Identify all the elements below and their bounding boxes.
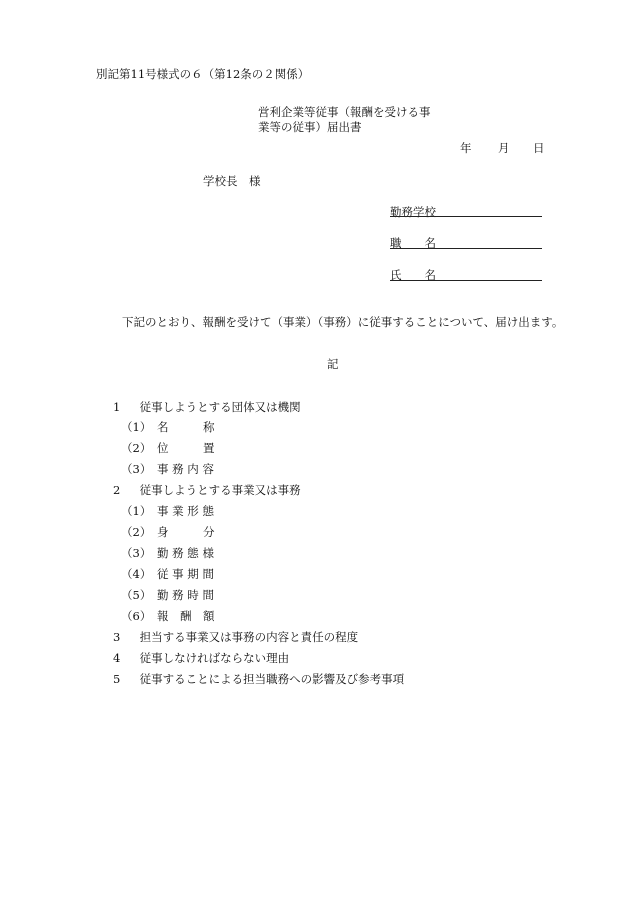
item-number: （5） — [121, 588, 152, 602]
item-label: 事 務 内 容 — [157, 462, 214, 476]
section-2-item-4 — [121, 569, 214, 581]
date-month: 月 — [498, 141, 510, 155]
section-4-number: 4 — [113, 651, 121, 665]
item-label: 位 置 — [157, 441, 215, 455]
section-2-item-3 — [121, 548, 214, 560]
section-5-number: 5 — [113, 672, 121, 686]
item-number: （2） — [121, 441, 152, 455]
section-2-number: 2 — [113, 483, 121, 497]
body-text: 下記のとおり、報酬を受けて（事業）（事務）に従事することについて、届け出ます。 — [122, 315, 564, 329]
school-label: 勤務学校 — [390, 205, 436, 219]
ki-heading: 記 — [327, 357, 339, 371]
date-year: 年 — [460, 141, 472, 155]
item-label: 勤 務 時 間 — [157, 588, 214, 602]
item-number: （3） — [121, 462, 152, 476]
section-1-item-2 — [121, 443, 215, 455]
document-title-line1: 営利企業等従事（報酬を受ける事 — [258, 105, 431, 119]
section-3-label: 担当する事業又は事務の内容と責任の程度 — [139, 630, 359, 644]
section-5 — [113, 674, 404, 686]
section-4 — [113, 653, 289, 665]
section-1-number: 1 — [113, 400, 121, 414]
item-number: （2） — [121, 525, 152, 539]
section-2-item-6 — [121, 611, 215, 623]
item-number: （1） — [121, 504, 152, 518]
section-4-label: 従事しなければならない理由 — [139, 651, 290, 665]
addressee: 学校長 様 — [203, 174, 261, 188]
item-label: 身 分 — [157, 525, 215, 539]
item-number: （1） — [121, 420, 152, 434]
school-underline — [390, 216, 542, 217]
item-label: 従 事 期 間 — [157, 567, 214, 581]
section-5-label: 従事することによる担当職務への影響及び参考事項 — [139, 672, 405, 686]
position-underline — [390, 248, 542, 249]
name-label: 氏 名 — [390, 268, 436, 282]
section-2-item-2 — [121, 527, 215, 539]
section-1 — [113, 402, 301, 414]
name-underline — [390, 280, 542, 281]
section-2-item-5 — [121, 590, 214, 602]
item-label: 名 称 — [157, 420, 215, 434]
date-day: 日 — [533, 141, 545, 155]
section-1-item-1 — [121, 422, 215, 434]
section-2 — [113, 485, 301, 497]
section-3 — [113, 632, 358, 644]
item-number: （3） — [121, 546, 152, 560]
section-1-label: 従事しようとする団体又は機関 — [139, 400, 301, 414]
section-2-label: 従事しようとする事業又は事務 — [139, 483, 301, 497]
section-1-item-3 — [121, 464, 214, 476]
form-number: 別記第11号様式の６（第12条の２関係） — [96, 67, 310, 81]
item-label: 報 酬 額 — [157, 609, 215, 623]
document-title-line2: 業等の従事）届出書 — [258, 120, 362, 134]
position-label: 職 名 — [390, 236, 436, 250]
item-label: 勤 務 態 様 — [157, 546, 214, 560]
item-label: 事 業 形 態 — [157, 504, 214, 518]
item-number: （6） — [121, 609, 152, 623]
item-number: （4） — [121, 567, 152, 581]
section-2-item-1 — [121, 506, 214, 518]
section-3-number: 3 — [113, 630, 121, 644]
